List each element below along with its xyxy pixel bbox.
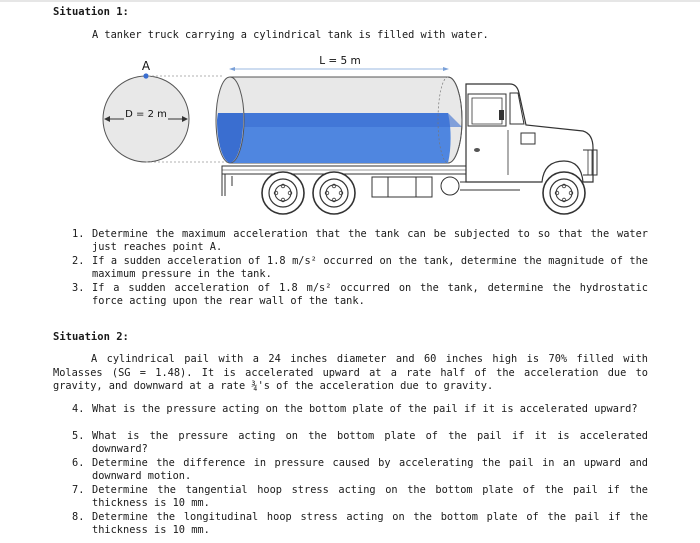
point-a-marker (143, 73, 148, 78)
question-5: 5. What is the pressure acting on the bottom plate of the pail if it is accelerated downward? (72, 430, 648, 456)
top-border (0, 0, 700, 2)
point-a-label: A (141, 59, 151, 73)
truck-cab (466, 84, 597, 182)
situation-1-intro: A tanker truck carrying a cylindrical tank is filled with water. (92, 29, 489, 41)
length-dimension (229, 55, 449, 71)
situation-1-heading: Situation 1: (53, 6, 129, 18)
tanker-truck-figure (95, 48, 615, 218)
question-4: 4. What is the pressure acting on the bottom plate of the pail if it is accelerated upward? (72, 403, 638, 415)
tank-cross-section (103, 59, 228, 162)
question-2: 2. If a sudden acceleration of 1.8 m/s² occurred on the tank, determine the magnitude of the maximum pressure in the tank. (72, 255, 648, 281)
rear-wheel-2 (313, 172, 355, 214)
diameter-label: D = 2 m (125, 109, 167, 120)
cylindrical-tank (216, 77, 462, 163)
question-3: 3. If a sudden acceleration of 1.8 m/s² occurred on the tank, determine the hydrostatic force acting upon the rear wall of the tank. (72, 282, 648, 308)
situation-2-paragraph: A cylindrical pail with a 24 inches diameter and 60 inches high is 70% filled with Molasses (SG = 1.48). It is accelerated upward at a rate half of the acceleration due to gravity, and downward at a rate ¾'s of the acceleration due to gravity. (53, 353, 648, 392)
question-8: 8. Determine the longitudinal hoop stress acting on the bottom plate of the pail if the thickness is 10 mm. (72, 511, 648, 537)
question-6: 6. Determine the difference in pressure caused by accelerating the pail in an upward and downward motion. (72, 457, 648, 483)
situation-2-heading: Situation 2: (53, 331, 129, 343)
rear-wheel-1 (262, 172, 304, 214)
front-wheel (543, 172, 585, 214)
length-label: L = 5 m (319, 55, 361, 67)
question-1: 1. Determine the maximum acceleration that the tank can be subjected to so that the water just reaches point A. (72, 228, 648, 254)
question-7: 7. Determine the tangential hoop stress acting on the bottom plate of the pail if the thickness is 10 mm. (72, 484, 648, 510)
